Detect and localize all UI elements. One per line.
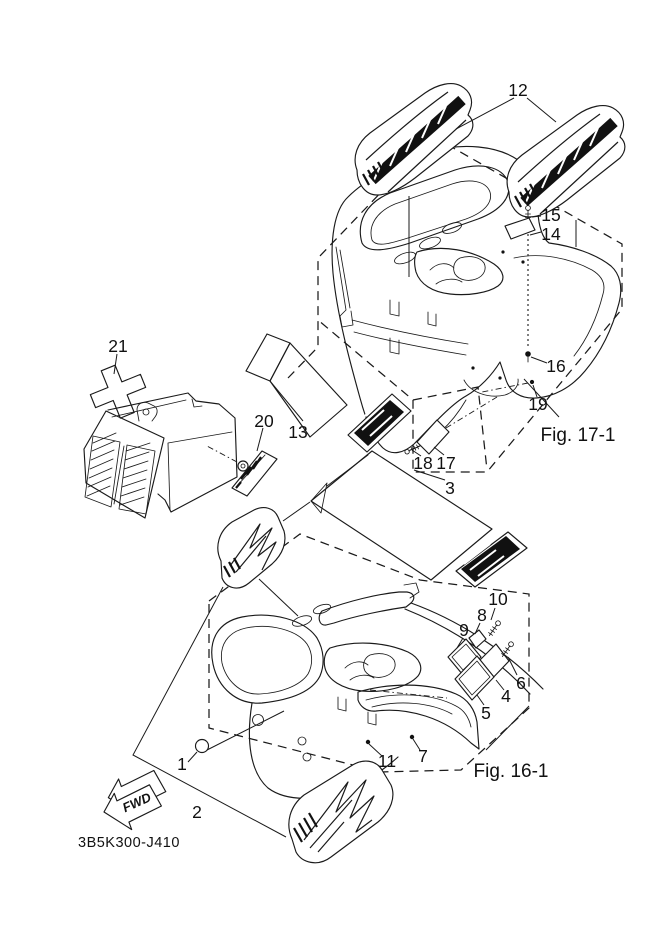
callout-6: 6 <box>516 673 526 693</box>
rivet-11 <box>366 740 370 744</box>
rivet-19 <box>530 380 534 384</box>
screw-10 <box>487 620 501 637</box>
grommet-1 <box>196 740 209 753</box>
rear-flame-decal-left <box>355 84 473 195</box>
fig-16-1-label: Fig. 16-1 <box>473 761 549 782</box>
front-flame-emblem-top <box>218 508 285 588</box>
callout-13: 13 <box>288 422 308 442</box>
leader-21 <box>114 354 117 374</box>
drawing-code: 3B5K300-J410 <box>78 835 180 851</box>
callout-2: 2 <box>192 802 202 822</box>
callout-14: 14 <box>541 224 561 244</box>
rivet-7 <box>410 735 414 739</box>
protector-sheet-3 <box>311 451 492 580</box>
callout-1: 1 <box>177 754 187 774</box>
callout-12: 12 <box>508 80 528 100</box>
leader-14 <box>530 232 541 235</box>
callout-10: 10 <box>488 589 508 609</box>
callout-7: 7 <box>418 746 428 766</box>
side-decal-right <box>456 532 527 587</box>
callout-8: 8 <box>477 605 487 625</box>
callout-4: 4 <box>501 686 511 706</box>
rear-flame-decal-right <box>507 106 625 217</box>
fwd-arrow-icon <box>95 765 174 836</box>
callout-5: 5 <box>481 703 491 723</box>
callout-17: 17 <box>436 453 456 473</box>
callout-11: 11 <box>377 751 397 771</box>
leader-fig16 <box>486 706 529 750</box>
rivet-16 <box>525 351 531 362</box>
callout-21: 21 <box>108 336 128 356</box>
fwd-label: FWD <box>120 789 154 816</box>
emblem-plate-17 <box>417 420 449 454</box>
rear-side-decal <box>348 394 411 452</box>
callout-15: 15 <box>541 205 561 225</box>
front-flame-emblem-bottom <box>289 761 393 863</box>
sheet-corner-line <box>283 502 310 521</box>
callout-3: 3 <box>445 478 455 498</box>
emblem-20 <box>232 451 277 496</box>
screw-20-axis <box>207 446 237 462</box>
cross-decal-21 <box>84 358 153 426</box>
callout-18: 18 <box>413 453 433 473</box>
rivet-19-axis <box>482 383 528 392</box>
leader-1 <box>188 711 284 762</box>
leader-13 <box>270 381 303 421</box>
plate-17-axis <box>446 397 497 428</box>
callout-9: 9 <box>459 620 469 640</box>
label-plate-14 <box>505 218 535 239</box>
front-body-cover <box>84 393 237 518</box>
callout-19: 19 <box>528 394 548 414</box>
leader-16 <box>531 357 547 363</box>
emblem-attach-line <box>259 579 298 616</box>
callout-labels <box>108 80 565 822</box>
leader-20 <box>257 428 263 451</box>
fig-17-1-label: Fig. 17-1 <box>540 425 616 446</box>
callout-16: 16 <box>546 356 566 376</box>
callout-20: 20 <box>254 411 274 431</box>
grille-slats <box>87 433 150 505</box>
